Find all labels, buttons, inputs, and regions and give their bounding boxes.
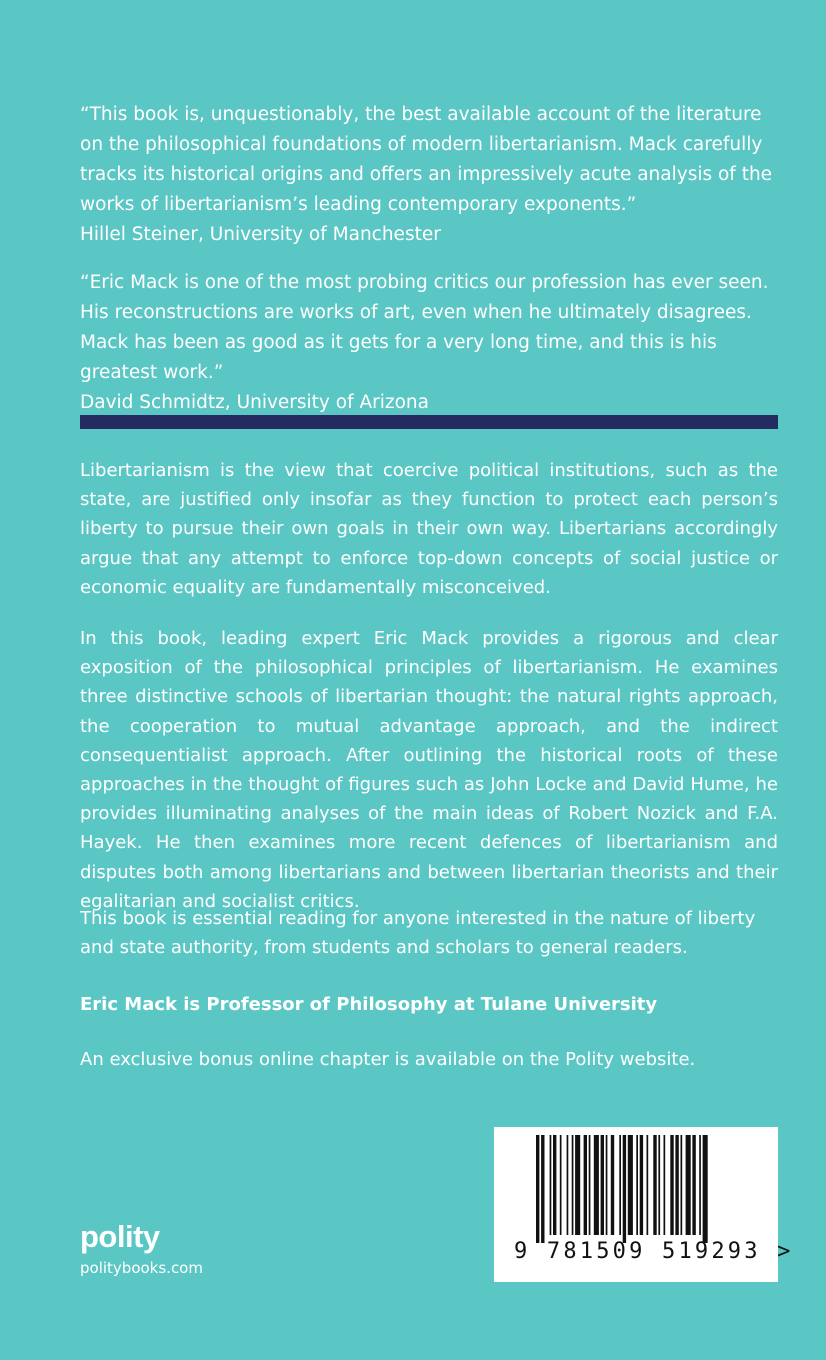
publisher-logo: polity	[80, 1219, 160, 1254]
quote-text: “Eric Mack is one of the most probing critics our profession has ever seen. His reconstructions are works of art, even when he ultimately disagrees. Mack has been as good as it gets for a very long time, and this is his greatest work.”	[80, 272, 769, 383]
bonus-note: An exclusive bonus online chapter is available on the Polity website.	[80, 1049, 696, 1070]
blurb-paragraph: Libertarianism is the view that coercive political institutions, such as the state, are justified only insofar as they function to protect each person’s liberty to pursue their own goals in their own way. Libertarians accordingly argue that any attempt to enforce top-down concepts of social justice or economic equality are fundamentally misconceived.	[80, 460, 778, 598]
barcode	[494, 1127, 794, 1282]
publisher-block	[80, 1220, 203, 1278]
endorsement-quote	[80, 100, 780, 250]
blurb-paragraph: In this book, leading expert Eric Mack provides a rigorous and clear exposition of the philosophical principles of libertarianism. He examines three distinctive schools of libertarian thought: the natural rights approach, the cooperation to mutual advantage approach, and the indirect consequentialist approach. After outlining the historical roots of these approaches in the thought of figures such as John Locke and David Hume, he provides illuminating analyses of the main ideas of Robert Nozick and F.A. Hayek. He then examines more recent defences of libertarianism and disputes both among libertarians and between libertarian theorists and their egalitarian and socialist critics.	[80, 628, 778, 912]
author-bio: Eric Mack is Professor of Philosophy at Tulane University	[80, 994, 658, 1015]
quote-author: Hillel Steiner, University of Manchester	[80, 224, 441, 245]
blurb-paragraph: This book is essential reading for anyone interested in the nature of liberty and state authority, from students and scholars to general readers.	[80, 908, 756, 959]
isbn-number: 9 781509 519293 >	[514, 1239, 794, 1264]
quote-author: David Schmidtz, University of Arizona	[80, 392, 429, 413]
divider-bar	[80, 415, 778, 429]
endorsement-quote	[80, 268, 780, 418]
publisher-website: politybooks.com	[80, 1259, 203, 1277]
quote-text: “This book is, unquestionably, the best available account of the literature on the philosophical foundations of modern libertarianism. Mack carefully tracks its historical origins and offers an impressively acute analysis of the works of libertarianism’s leading contemporary exponents.”	[80, 104, 773, 215]
